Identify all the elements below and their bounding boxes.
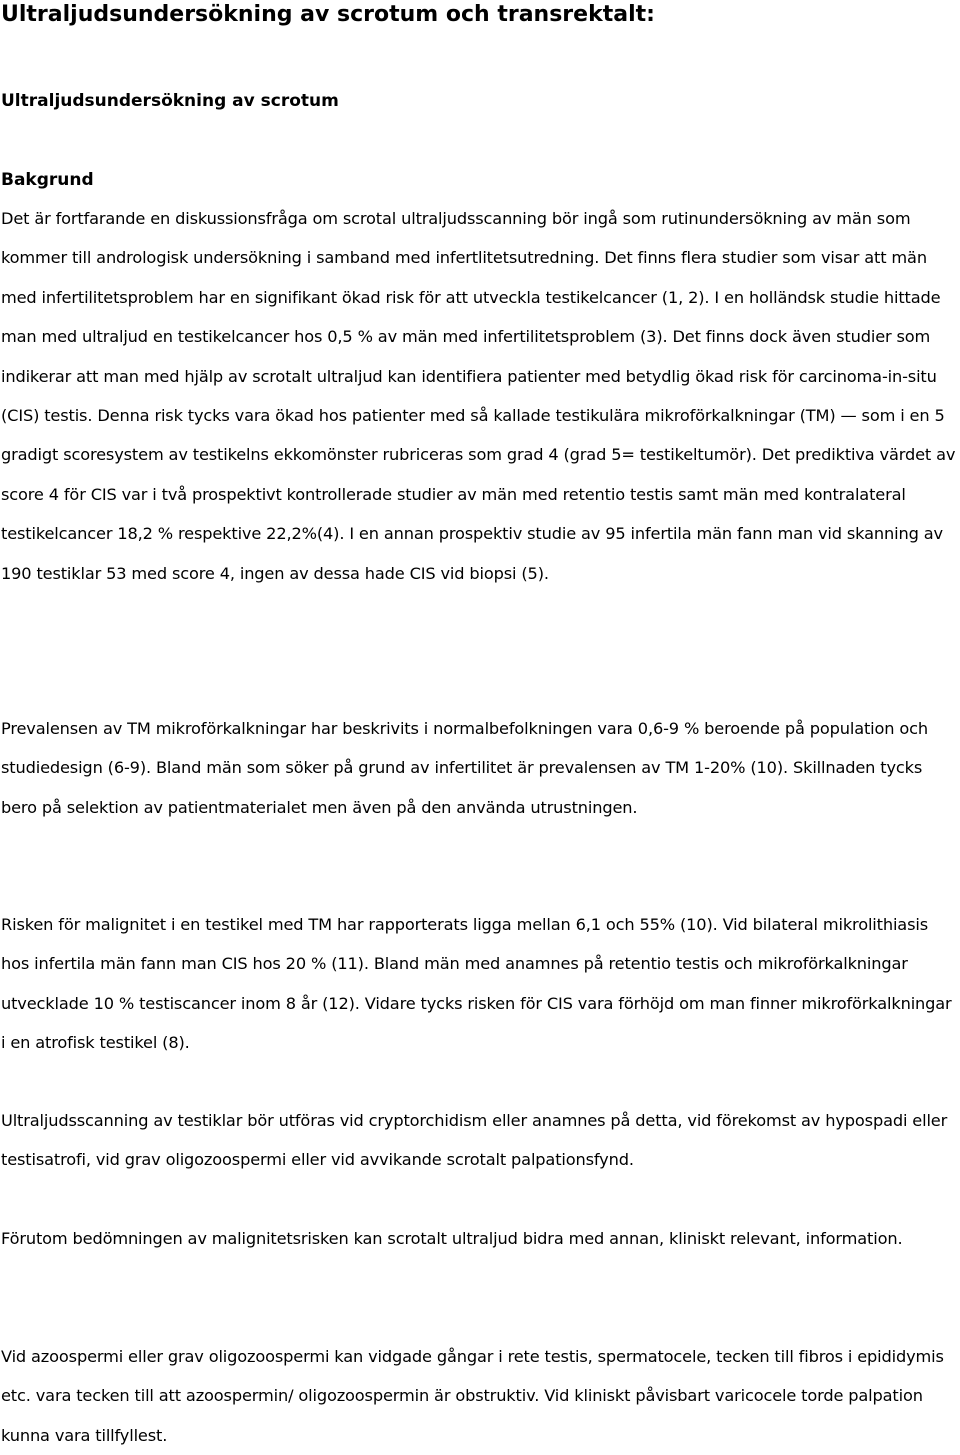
document-subtitle: Ultraljudsundersökning av scrotum (1, 91, 339, 111)
section-heading-bakgrund: Bakgrund (1, 170, 94, 190)
paragraph-2: Prevalensen av TM mikroförkalkningar har beskrivits i normalbefolkningen vara 0,6-9 % beroende på population och studiedesign (6-9). Bland män som söker på grund av infertilitet är prevalensen av TM 1-20% (10). Skillnaden tycks bero på selektion av patientmaterialet men även på den använda utrustningen. (1, 719, 928, 817)
paragraph-6: Vid azoospermi eller grav oligozoospermi kan vidgade gångar i rete testis, spermatocele, tecken till fibros i epididymis etc. vara tecken till att azoospermin/ oligozoospermin är obstruktiv. Vid kliniskt påvisbart varicocele torde palpation kunna vara tillfyllest. (1, 1347, 944, 1445)
paragraph-5: Förutom bedömningen av malignitetsrisken kan scrotalt ultraljud bidra med annan, kliniskt relevant, information. (1, 1229, 903, 1248)
paragraph-3: Risken för malignitet i en testikel med TM har rapporterats ligga mellan 6,1 och 55% (10). Vid bilateral mikrolithiasis hos infertila män fann man CIS hos 20 % (11). Bland män med anamnes på retentio testis och mikroförkalkningar utvecklade 10 % testiscancer inom 8 år (12). Vidare tycks risken för CIS vara förhöjd om man finner mikroförkalkningar i en atrofisk testikel (8). (1, 915, 952, 1053)
document-title: Ultraljudsundersökning av scrotum och transrektalt: (1, 2, 655, 27)
paragraph-1: Det är fortfarande en diskussionsfråga om scrotal ultraljudsscanning bör ingå som rutinundersökning av män som kommer till andrologisk undersökning i samband med infertlitetsutredning. Det finns flera studier som visar att män med infertilitetsproblem har en signifikant ökad risk för att utveckla testikelcancer (1, 2). I en holländsk studie hittade man med ultraljud en testikelcancer hos 0,5 % av män med infertilitetsproblem (3). Det finns dock även studier som indikerar att man med hjälp av scrotalt ultraljud kan identifiera patienter med betydlig ökad risk för carcinoma-in-situ (CIS) testis. Denna risk tycks vara ökad hos patienter med så kallade testikulära mikroförkalkningar (TM) — som i en 5 gradigt scoresystem av testikelns ekkomönster rubriceras som grad 4 (grad 5= testikeltumör). Det prediktiva värdet av score 4 för CIS var i två prospektivt kontrollerade studier av män med retentio testis samt män med kontralateral testikelcancer 18,2 % respektive 22,2%(4). I en annan prospektiv studie av 95 infertila män fann man vid skanning av 190 testiklar 53 med score 4, ingen av dessa hade CIS vid biopsi (5). (1, 209, 956, 583)
paragraph-4: Ultraljudsscanning av testiklar bör utföras vid cryptorchidism eller anamnes på detta, vid förekomst av hypospadi eller testisatrofi, vid grav oligozoospermi eller vid avvikande scrotalt palpationsfynd. (1, 1111, 948, 1170)
